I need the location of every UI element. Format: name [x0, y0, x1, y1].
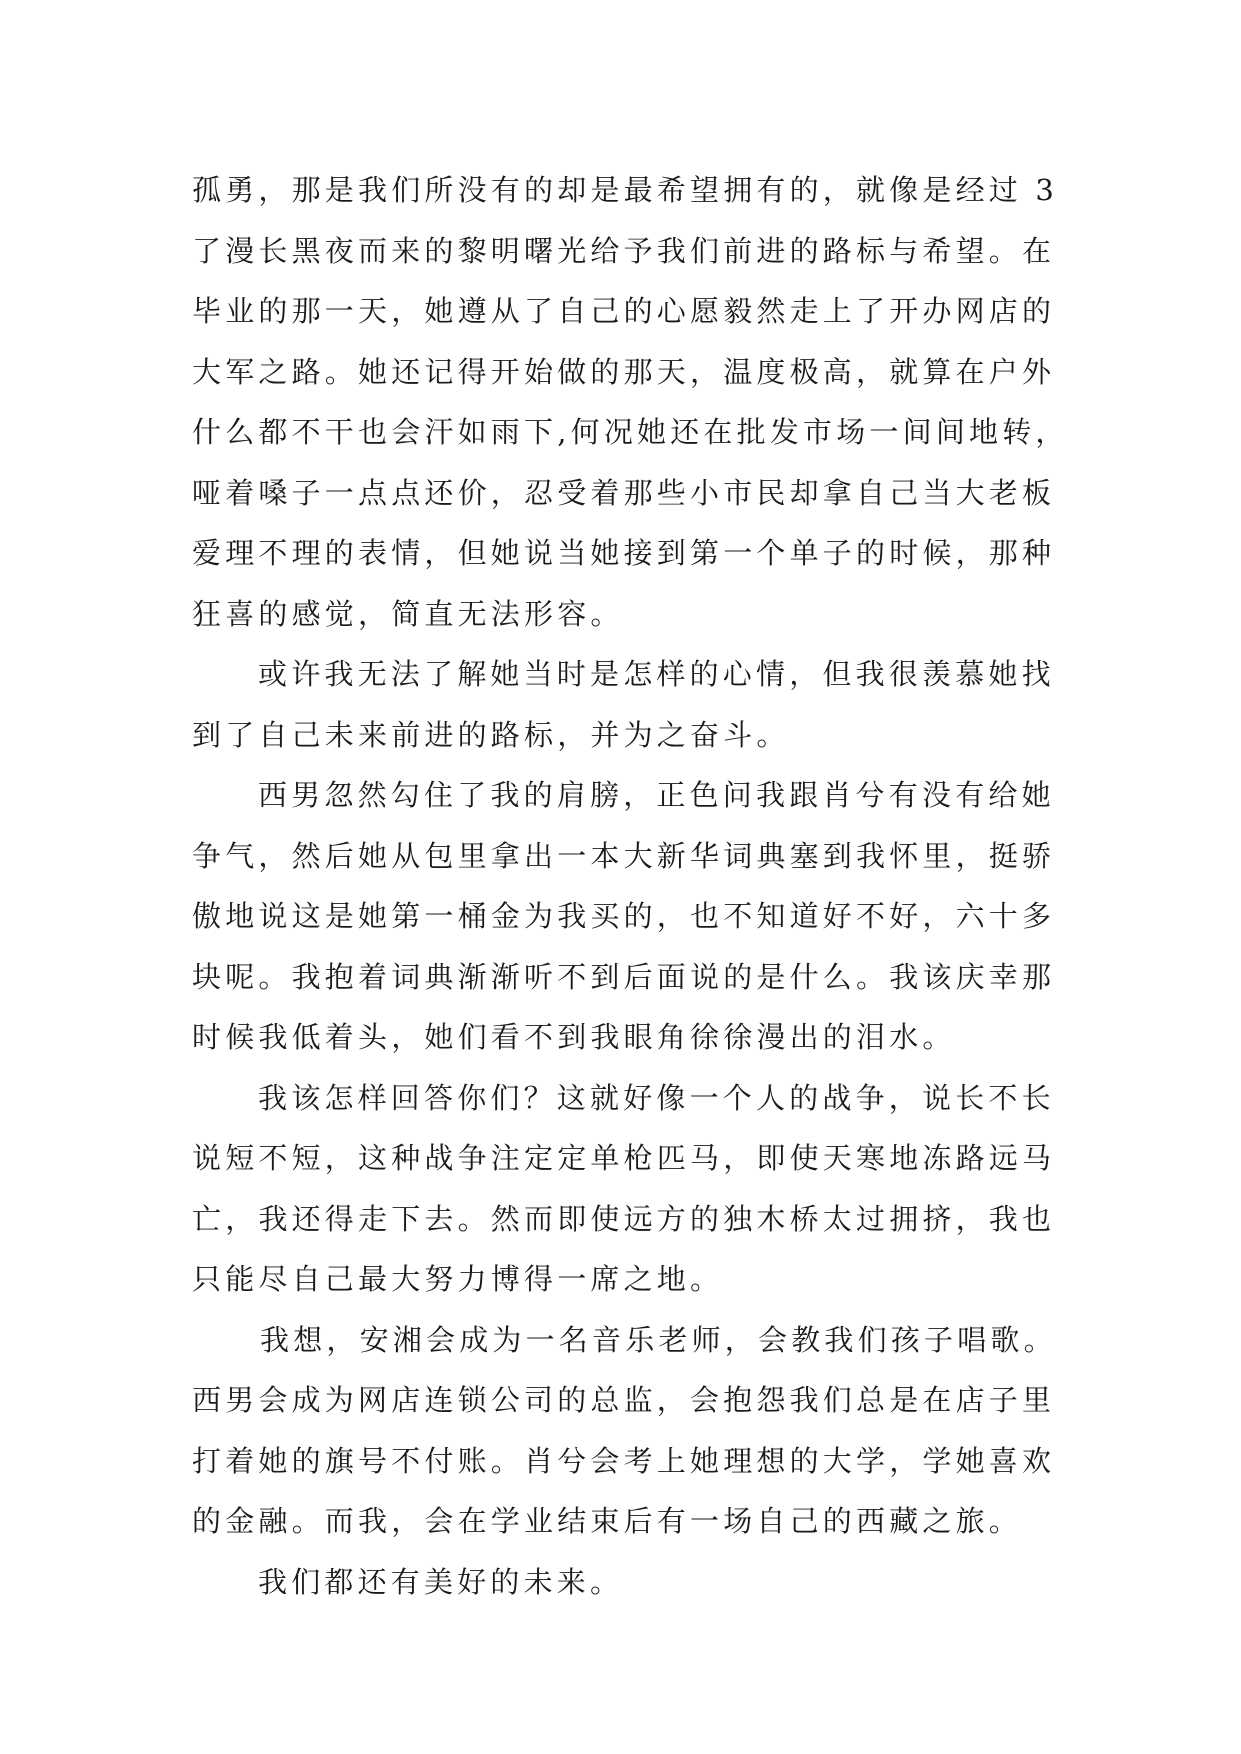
text-line: 毕业的那一天，她遵从了自己的心愿毅然走上了开办网店的: [192, 294, 1056, 328]
text-line: 哑着嗓子一点点还价，忍受着那些小市民却拿自己当大老板: [192, 475, 1056, 510]
paragraph-first-line: 或许我无法了解她当时是怎样的心情，但我很羡慕她找: [258, 657, 1055, 691]
text-line: 狂喜的感觉，简直无法形容。: [192, 596, 624, 631]
text-line: 爱理不理的表情，但她说当她接到第一个单子的时候，那种: [192, 536, 1056, 570]
text-line: 块呢。我抱着词典渐渐听不到后面说的是什么。我该庆幸那: [192, 959, 1056, 994]
paragraph-first-line: 我该怎样回答你们？这就好像一个人的战争，说长不长: [258, 1080, 1055, 1115]
text-line: 说短不短，这种战争注定定单枪匹马，即使天寒地冻路远马: [192, 1141, 1056, 1175]
paragraph-first-line: 我们都还有美好的未来。: [258, 1564, 624, 1599]
text-line: 亡，我还得走下去。然而即使远方的独木桥太过拥挤，我也: [192, 1201, 1056, 1236]
text-line: 孤勇，那是我们所没有的却是最希望拥有的，就像是经过 3: [192, 173, 1059, 207]
text-line: 只能尽自己最大努力博得一席之地。: [192, 1262, 724, 1296]
paragraph-first-line: 西男忽然勾住了我的肩膀，正色问我跟肖兮有没有给她: [258, 778, 1055, 812]
text-line: 什么都不干也会汗如雨下,何况她还在批发市场一间间地转，: [192, 415, 1069, 449]
paragraph-first-line: 我想，安湘会成为一名音乐老师，会教我们孩子唱歌。: [260, 1322, 1057, 1357]
text-line: 傲地说这是她第一桶金为我买的，也不知道好不好，六十多: [192, 899, 1056, 933]
text-line: 了漫长黑夜而来的黎明曙光给予我们前进的路标与希望。在: [192, 233, 1056, 268]
text-line: 到了自己未来前进的路标，并为之奋斗。: [192, 717, 790, 752]
text-line: 西男会成为网店连锁公司的总监，会抱怨我们总是在店子里: [192, 1383, 1056, 1417]
text-line: 时候我低着头，她们看不到我眼角徐徐漫出的泪水。: [192, 1020, 956, 1054]
text-line: 大军之路。她还记得开始做的那天，温度极高，就算在户外: [192, 354, 1056, 389]
text-line: 争气，然后她从包里拿出一本大新华词典塞到我怀里，挺骄: [192, 838, 1056, 873]
text-line: 的金融。而我，会在学业结束后有一场自己的西藏之旅。: [192, 1504, 1023, 1538]
text-line: 打着她的旗号不付账。肖兮会考上她理想的大学，学她喜欢: [192, 1443, 1056, 1478]
document-body: [192, 160, 1069, 1612]
